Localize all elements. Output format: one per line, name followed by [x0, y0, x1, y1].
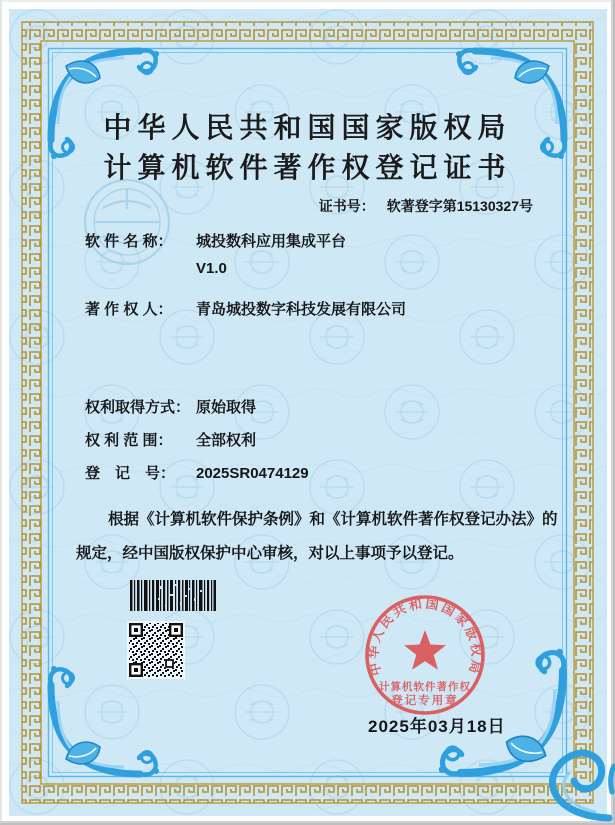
- copyright-owner-label: 著 作 权 人：: [85, 301, 173, 318]
- rights-scope-value: 全部权利: [196, 432, 257, 449]
- registration-number-label: 登 记 号：: [85, 465, 176, 482]
- field-row-acquisition-method: [85, 397, 256, 418]
- seal-ring-text: 中华人民共和国国家版权局: [365, 595, 485, 678]
- rights-scope-label: 权 利 范 围：: [85, 432, 173, 449]
- field-row-software-name: [85, 231, 346, 279]
- certificate-number-value: 软著登字第15130327号: [386, 198, 533, 214]
- certificate-number: [319, 196, 533, 216]
- field-row-rights-scope: [85, 430, 256, 451]
- registration-number-value: 2025SR0474129: [196, 465, 309, 482]
- issuer-title: 中华人民共和国国家版权局: [103, 113, 512, 144]
- field-row-registration-number: [85, 463, 309, 484]
- certificate-title: 计算机软件著作权登记证书: [103, 153, 512, 184]
- software-name-value: 城投数科应用集成平台: [196, 233, 347, 250]
- seal-star-icon: [404, 630, 446, 670]
- acquisition-method-value: 原始取得: [196, 399, 257, 416]
- seal-caption-line2: 登记专用章: [391, 695, 459, 707]
- statement-line-1: 根据《计算机软件保护条例》和《计算机软件著作权登记办法》的: [108, 511, 558, 528]
- field-row-copyright-owner: [85, 299, 406, 320]
- qrcode-image: [127, 621, 185, 679]
- copyright-owner-value: 青岛城投数字科技发展有限公司: [196, 301, 407, 318]
- acquisition-method-label: 权利取得方式：: [85, 399, 191, 416]
- registration-date: 2025年03月18日: [368, 717, 506, 736]
- certificate-number-label: 证书号：: [318, 198, 375, 214]
- official-seal: [358, 588, 494, 724]
- registration-statement: [76, 503, 558, 571]
- software-version-value: V1.0: [196, 260, 227, 277]
- barcode-image: [130, 580, 216, 611]
- software-name-label: 软 件 名 称：: [85, 233, 173, 250]
- seal-caption-line1: 计算机软件著作权: [379, 681, 471, 693]
- statement-line-2: 规定，经中国版权保护中心审核，对以上事项予以登记。: [76, 545, 464, 562]
